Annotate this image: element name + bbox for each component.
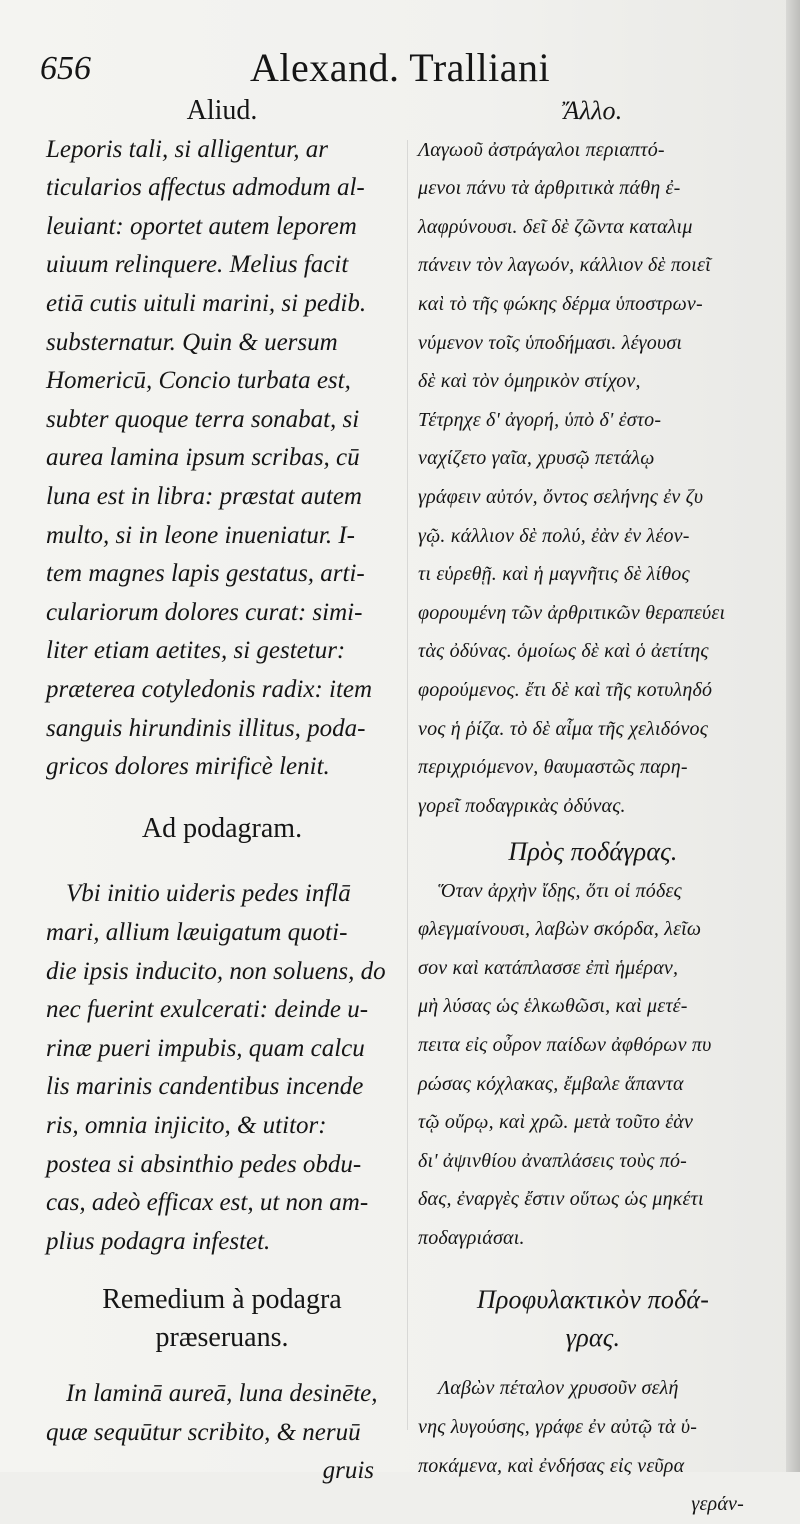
- text-line: σον καὶ κατάπλασσε ἐπὶ ἡμέραν,: [418, 956, 679, 979]
- text-line: γῷ. κάλλιον δὲ πολύ, ἐὰν ἐν λέον-: [418, 524, 690, 547]
- text-line: λαφρύνουσι. δεῖ δὲ ζῶντα καταλιμ: [418, 215, 693, 238]
- section-gap: [46, 848, 398, 875]
- text-line: Λαγωοῦ ἀστράγαλοι περιαπτό-: [418, 138, 665, 161]
- text-line: leuiant: oportet autem leporem: [46, 212, 357, 240]
- text-line: nec fuerint exulcerati: deinde u-: [46, 996, 369, 1024]
- text-line: φορουμένη τῶν ἀρθριτικῶν θεραπεύει: [418, 601, 726, 624]
- text-line: ποδαγριάσαι.: [418, 1226, 525, 1249]
- catchword: gruis: [322, 1457, 374, 1485]
- running-title: Alexand. Tralliani: [250, 45, 551, 90]
- page-number: 656: [40, 50, 91, 87]
- text-line: νύμενον τοῖς ὑποδήμασι. λέγουσι: [418, 331, 683, 354]
- text-line: φλεγμαίνουσι, λαβὼν σκόρδα, λεῖω: [418, 918, 702, 941]
- text-line: περιχριόμενον, θαυμαστῶς παρη-: [418, 756, 688, 779]
- text-line: luna est in libra: præstat autem: [46, 482, 362, 510]
- text-line: Ὅταν ἀρχὴν ἴδῃς, ὅτι οἱ πόδες: [438, 879, 682, 902]
- section-gap: [46, 1358, 398, 1375]
- text-line: δας, ἐναργὲς ἔστιν οὕτως ὡς μηκέτι: [418, 1188, 704, 1211]
- text-line: τι εὑρεθῇ. καὶ ἡ μαγνῆτις δὲ λίθος: [418, 563, 690, 586]
- text-line: die ipsis inducito, non soluens, do: [46, 957, 386, 985]
- text-line: aurea lamina ipsum scribas, cū: [46, 444, 360, 472]
- page-header: [40, 44, 580, 94]
- column-divider: [407, 140, 408, 1430]
- text-line: πάνειν τὸν λαγωόν, κάλλιον δὲ ποιεῖ: [418, 254, 711, 277]
- text-line: Τέτρηχε δ' ἀγορή, ὑπὸ δ' ἐστο-: [418, 408, 662, 431]
- text-line: γράφειν αὐτόν, ὄντος σελήνης ἐν ζυ: [418, 485, 704, 508]
- text-line: δὲ καὶ τὸν ὁμηρικὸν στίχον,: [418, 370, 641, 393]
- section-gap: [418, 1258, 768, 1281]
- section-gap: [46, 787, 398, 810]
- text-line: ρώσας κόχλακας, ἔμβαλε ἅπαντα: [418, 1072, 684, 1095]
- text-line: substernatur. Quin & uersum: [46, 328, 338, 356]
- section-heading: Προφυλακτικὸν ποδά-: [476, 1284, 710, 1314]
- text-line: In laminā aureā, luna desinēte,: [66, 1380, 378, 1408]
- text-line: cas, adeò efficax est, ut non am-: [46, 1189, 369, 1217]
- text-line: νος ἡ ῥίζα. τὸ δὲ αἷμα τῆς χελιδόνος: [418, 717, 709, 740]
- text-line: Λαβὼν πέταλον χρυσοῦν σελή: [438, 1377, 679, 1400]
- catchword: γεράν-: [691, 1493, 744, 1516]
- text-line: mari, allium læuigatum quoti-: [46, 919, 348, 947]
- section-gap: [418, 1358, 768, 1370]
- text-line: subter quoque terra sonabat, si: [46, 405, 360, 433]
- latin-column: [46, 92, 398, 1491]
- section-heading: Πρὸς ποδάγρας.: [508, 837, 678, 866]
- text-line: sanguis hirundinis illitus, poda-: [46, 714, 366, 742]
- text-line: Vbi initio uideris pedes inflā: [66, 880, 351, 908]
- section-heading: Ad podagram.: [141, 812, 303, 844]
- text-line: πειτα εἰς οὖρον παίδων ἀφθόρων πυ: [418, 1033, 712, 1056]
- text-line: μενοι πάνυ τὰ ἀρθριτικὰ πάθη ἐ-: [418, 177, 681, 200]
- text-line: ticularios affectus admodum al-: [46, 174, 365, 202]
- page-edge-shadow: [786, 0, 800, 1472]
- text-line: δι' ἀψινθίου ἀναπλάσεις τοὺς πό-: [418, 1149, 688, 1172]
- text-line: νης λυγούσης, γράφε ἐν αὐτῷ τὰ ὑ-: [418, 1416, 698, 1439]
- section-heading: γρας.: [565, 1323, 621, 1353]
- section-gap: [46, 1261, 398, 1280]
- text-line: μὴ λύσας ὡς ἑλκωθῶσι, καὶ μετέ-: [418, 995, 688, 1018]
- text-line: Leporis tali, si alligentur, ar: [46, 135, 328, 163]
- text-line: plius podagra infestet.: [46, 1227, 271, 1255]
- text-line: etiā cutis uituli marini, si pedib.: [46, 289, 367, 317]
- section-heading: Remedium à podagra: [102, 1283, 342, 1315]
- text-line: τὰς ὀδύνας. ὁμοίως δὲ καὶ ὁ ἀετίτης: [418, 640, 709, 663]
- text-line: quæ sequūtur scribito, & neruū: [46, 1418, 361, 1446]
- text-line: tem magnes lapis gestatus, arti-: [46, 560, 365, 588]
- text-line: præterea cotyledonis radix: item: [46, 675, 373, 703]
- text-line: ris, omnia injicito, & utitor:: [46, 1112, 327, 1140]
- text-line: ναχίζετο γαῖα, χρυσῷ πετάλῳ: [418, 447, 655, 470]
- text-line: φορούμενος. ἔτι δὲ καὶ τῆς κοτυληδό: [418, 678, 713, 701]
- text-line: multo, si in leone inueniatur. I-: [46, 521, 355, 549]
- text-line: rinæ pueri impubis, quam calcu: [46, 1034, 365, 1062]
- greek-column: [418, 92, 768, 1524]
- section-gap: [418, 825, 768, 833]
- section-heading: Aliud.: [186, 95, 258, 126]
- text-line: Homericū, Concio turbata est,: [46, 367, 351, 395]
- text-line: καὶ τὸ τῆς φώκης δέρμα ὑποστρων-: [418, 292, 703, 315]
- text-line: liter etiam aetites, si gestetur:: [46, 637, 346, 665]
- text-line: τῷ οὔρῳ, καὶ χρῶ. μετὰ τοῦτο ἐὰν: [418, 1111, 694, 1134]
- text-line: γορεῖ ποδαγρικὰς ὀδύνας.: [418, 794, 626, 817]
- text-line: gricos dolores mirificè lenit.: [46, 753, 330, 781]
- section-heading: præseruans.: [155, 1322, 289, 1354]
- section-heading: Ἄλλο.: [563, 96, 623, 125]
- text-line: lis marinis candentibus incende: [46, 1073, 364, 1101]
- text-line: postea si absinthio pedes obdu-: [46, 1150, 362, 1178]
- text-line: uiuum relinquere. Melius facit: [46, 251, 349, 279]
- text-line: ποκάμενα, καὶ ἐνδήσας εἰς νεῦρα: [418, 1454, 685, 1477]
- text-line: culariorum dolores curat: simi-: [46, 598, 363, 626]
